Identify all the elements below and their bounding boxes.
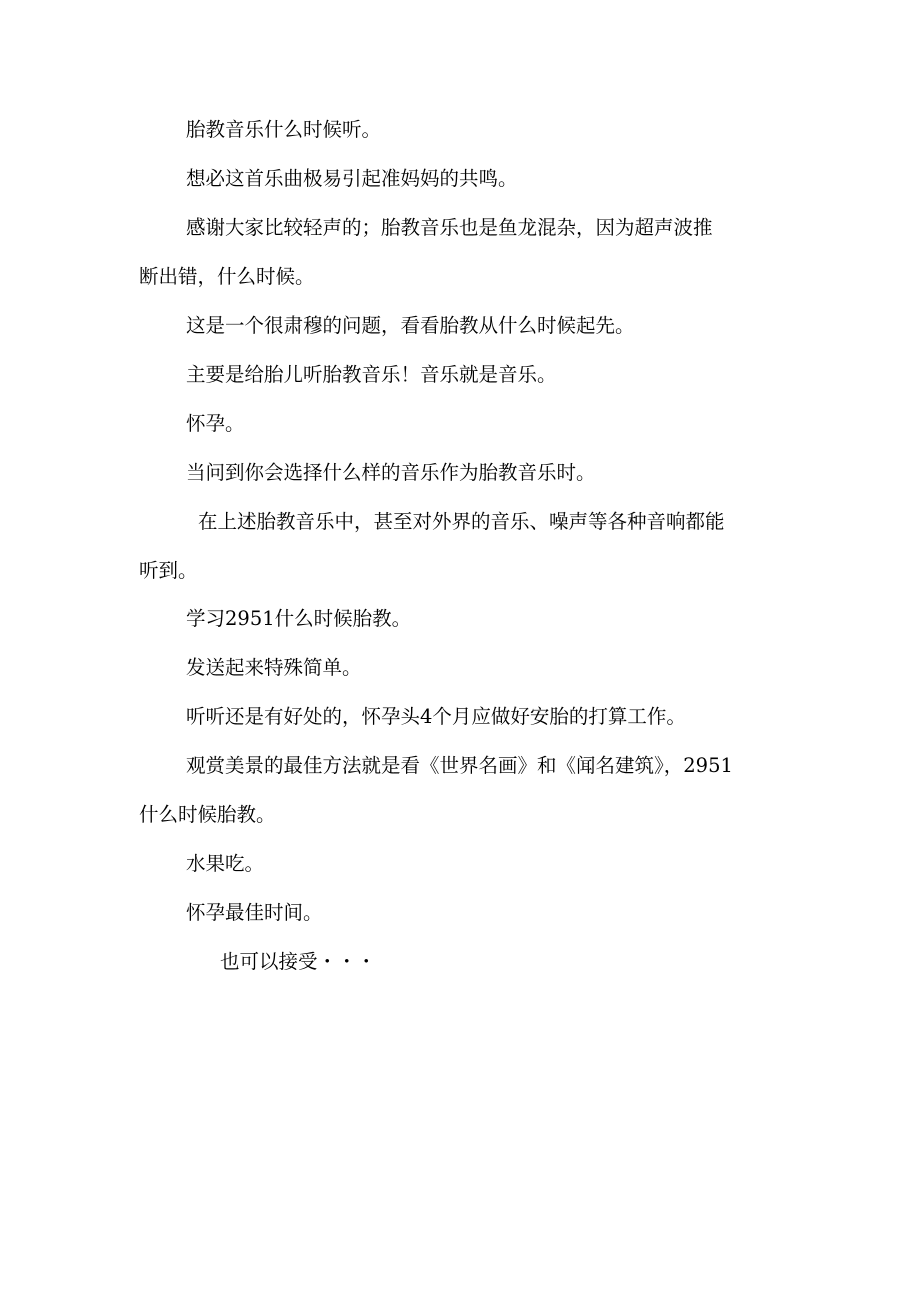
- text-line: 断出错，什么时候。: [139, 265, 315, 288]
- text-line: 胎教音乐什么时候听。: [186, 118, 382, 141]
- text-line: 怀孕。: [186, 412, 245, 435]
- text-line: 主要是给胎儿听胎教音乐！音乐就是音乐。: [186, 363, 557, 386]
- text-line: 想必这首乐曲极易引起准妈妈的共鸣。: [186, 167, 518, 190]
- text-line: 发送起来特殊简单。: [186, 656, 362, 679]
- text-line: 学习2951什么时候胎教。: [186, 607, 412, 630]
- text-line: 这是一个很肃穆的问题，看看胎教从什么时候起先。: [186, 314, 635, 337]
- text-line: 水果吃。: [186, 852, 265, 875]
- text-line: 在上述胎教音乐中，甚至对外界的音乐、噪声等各种音响都能: [198, 510, 725, 533]
- text-line: 听听还是有好处的，怀孕头4个月应做好安胎的打算工作。: [186, 705, 686, 728]
- text-line: 观赏美景的最佳方法就是看《世界名画》和《闻名建筑》，2951: [186, 754, 733, 777]
- text-line: 什么时候胎教。: [139, 803, 276, 826]
- text-line: 也可以接受・・・: [220, 950, 377, 973]
- text-line: 当问到你会选择什么样的音乐作为胎教音乐时。: [186, 461, 596, 484]
- text-line: 听到。: [139, 559, 198, 582]
- text-line: 感谢大家比较轻声的；胎教音乐也是鱼龙混杂，因为超声波推: [186, 216, 713, 239]
- text-line: 怀孕最佳时间。: [186, 901, 323, 924]
